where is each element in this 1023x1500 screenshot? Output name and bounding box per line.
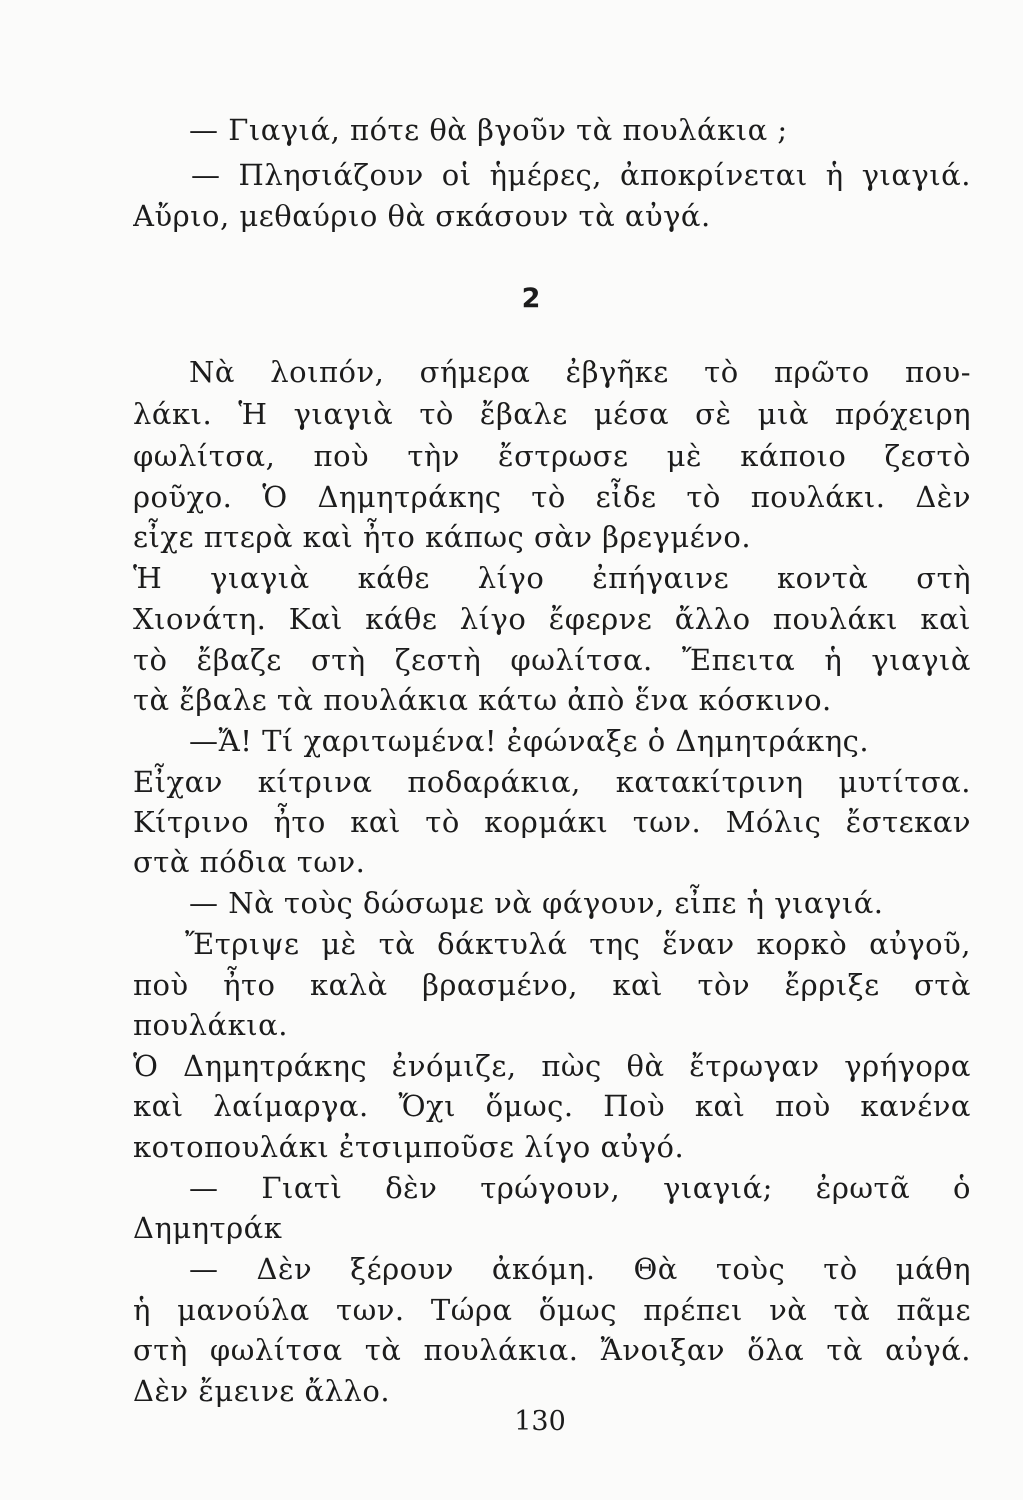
page-number: 130 bbox=[514, 1406, 566, 1437]
text-line: — Δὲν ξέρουν ἀκόμη. Θὰ τοὺς τὸ μάθη bbox=[189, 1252, 971, 1286]
text-line: στὰ πόδια των. bbox=[133, 845, 366, 879]
text-line: τὰ ἔβαλε τὰ πουλάκια κάτω ἀπὸ ἕνα κόσκινο. bbox=[133, 683, 832, 717]
text-line: Δὲν ἔμεινε ἄλλο. bbox=[133, 1374, 391, 1408]
text-line: κοτοπουλάκι ἐτσιμποῦσε λίγο αὐγό. bbox=[133, 1130, 685, 1164]
text-line: εἶχε πτερὰ καὶ ἦτο κάπως σὰν βρεγμένο. bbox=[133, 520, 752, 554]
text-line: ἡ μανούλα των. Τώρα ὅμως πρέπει νὰ τὰ πᾶμε bbox=[133, 1293, 971, 1327]
text-line: Ὁ Δημητράκης ἐνόμιζε, πὼς θὰ ἔτρωγαν γρήγορα bbox=[133, 1049, 971, 1083]
text-line: λάκι. Ἡ γιαγιὰ τὸ ἔβαλε μέσα σὲ μιὰ πρόχειρη bbox=[133, 397, 971, 431]
text-line: — Πλησιάζουν οἱ ἡμέρες, ἀποκρίνεται ἡ γιαγιά. bbox=[191, 158, 971, 192]
text-line: — Νὰ τοὺς δώσωμε νὰ φάγουν, εἶπε ἡ γιαγιά. bbox=[189, 886, 884, 920]
text-line: Εἶχαν κίτρινα ποδαράκια, κατακίτρινη μυτίτσα. bbox=[133, 765, 971, 799]
text-line: Νὰ λοιπόν, σήμερα ἐβγῆκε τὸ πρῶτο που- bbox=[189, 355, 971, 389]
text-line: — Γιαγιά, πότε θὰ βγοῦν τὰ πουλάκια ; bbox=[189, 113, 788, 147]
text-line: ποὺ ἦτο καλὰ βρασμένο, καὶ τὸν ἔρριξε στὰ bbox=[133, 968, 971, 1002]
text-line: τὸ ἔβαζε στὴ ζεστὴ φωλίτσα. Ἔπειτα ἡ γιαγιὰ bbox=[133, 643, 971, 677]
text-line: Κίτρινο ἦτο καὶ τὸ κορμάκι των. Μόλις ἔστεκαν bbox=[133, 805, 971, 839]
text-line: Ἔτριψε μὲ τὰ δάκτυλά της ἕναν κορκὸ αὐγοῦ, bbox=[185, 927, 971, 961]
text-line: — Γιατὶ δὲν τρώγουν, γιαγιά; ἐρωτᾶ ὁ bbox=[189, 1171, 971, 1205]
text-line: ροῦχο. Ὁ Δημητράκης τὸ εἶδε τὸ πουλάκι. Δὲν bbox=[133, 480, 971, 514]
text-line: Δημητράκ bbox=[133, 1211, 283, 1245]
text-line: καὶ λαίμαργα. Ὄχι ὅμως. Ποὺ καὶ ποὺ κανένα bbox=[133, 1089, 971, 1123]
text-line: Αὔριο, μεθαύριο θὰ σκάσουν τὰ αὐγά. bbox=[133, 199, 711, 233]
text-line: στὴ φωλίτσα τὰ πουλάκια. Ἄνοιξαν ὅλα τὰ αὐγά. bbox=[133, 1333, 971, 1367]
text-line: πουλάκια. bbox=[133, 1008, 288, 1042]
text-line: —Ἄ! Τί χαριτωμένα! ἐφώναξε ὁ Δημητράκης. bbox=[189, 724, 870, 758]
section-number: 2 bbox=[521, 283, 541, 314]
text-line: φωλίτσα, ποὺ τὴν ἔστρωσε μὲ κάποιο ζεστὸ bbox=[133, 439, 971, 473]
text-line: Ἡ γιαγιὰ κάθε λίγο ἐπήγαινε κοντὰ στὴ bbox=[133, 561, 971, 595]
text-line: Χιονάτη. Καὶ κάθε λίγο ἔφερνε ἄλλο πουλάκι καὶ bbox=[133, 602, 971, 636]
